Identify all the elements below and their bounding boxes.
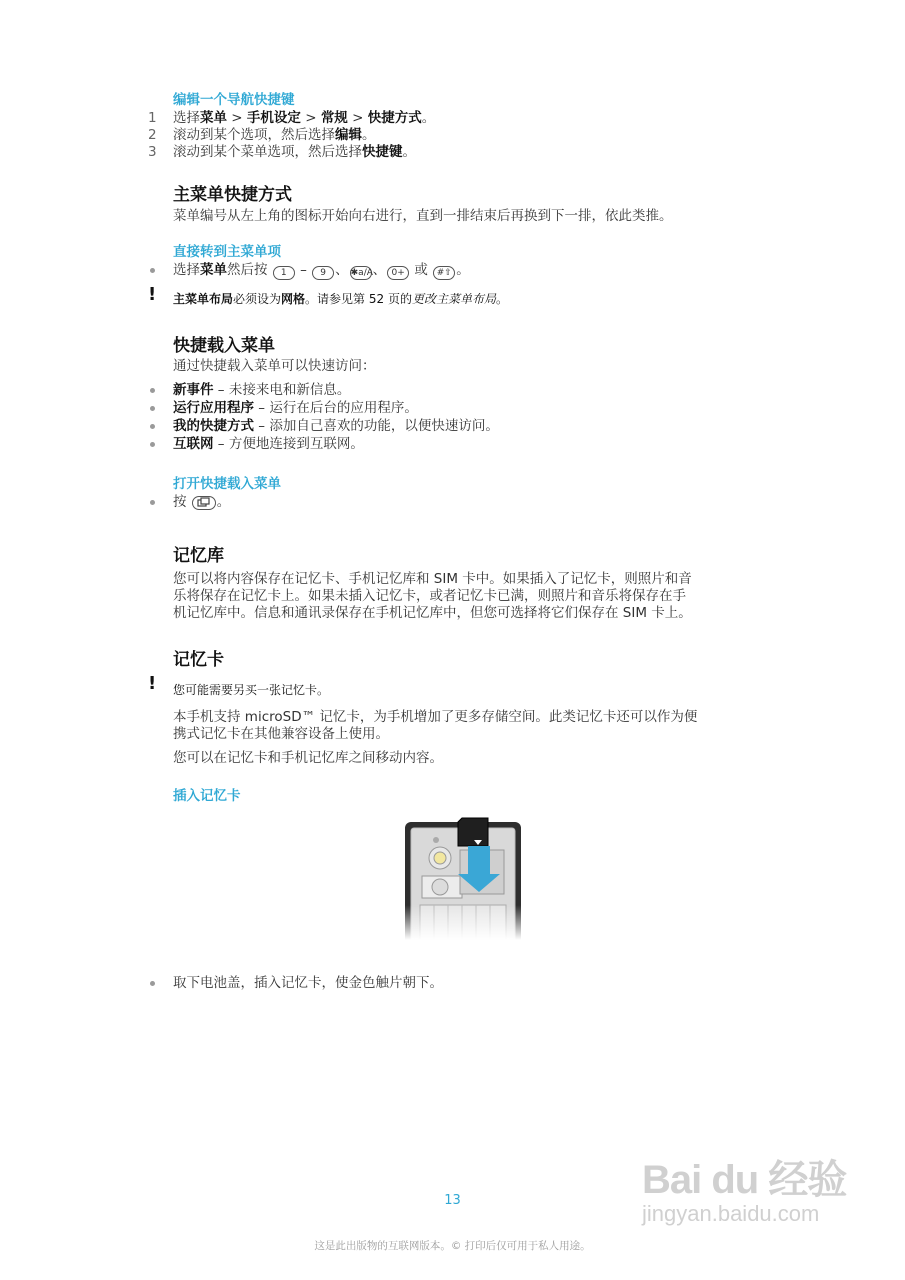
bullet-dot (150, 442, 155, 447)
key-hash-icon: #⇧ (433, 266, 455, 280)
bullet-dot (150, 424, 155, 429)
list-item: 我的快捷方式 – 添加自己喜欢的功能，以便快速访问。 (173, 418, 499, 434)
insert-card-illustration (400, 810, 526, 940)
key-1-icon: 1 (273, 266, 295, 280)
section-heading-nav-shortcut: 编辑一个导航快捷键 (173, 92, 295, 108)
memory-paragraph-line: 机记忆库中。信息和通讯录保存在手机记忆库中，但您可选择将它们保存在 SIM 卡上。 (173, 605, 692, 621)
step-number: 3 (148, 144, 157, 160)
insert-card-bullet: 取下电池盖，插入记忆卡，使金色触片朝下。 (173, 975, 443, 991)
bullet-dot (150, 406, 155, 411)
page-number: 13 (444, 1193, 461, 1208)
step-1-text: 选择菜单 > 手机设定 > 常规 > 快捷方式。 (173, 110, 436, 126)
warning-icon: ! (148, 284, 157, 305)
main-menu-description: 菜单编号从左上角的图标开始向右进行，直到一排结束后再换到下一排，依此类推。 (173, 208, 673, 224)
key-star-icon: ✱a/A (350, 268, 373, 278)
memory-card-paragraph-2: 您可以在记忆卡和手机记忆库之间移动内容。 (173, 750, 443, 766)
memory-card-paragraph-line: 本手机支持 microSD™ 记忆卡，为手机增加了更多存储空间。此类记忆卡还可以作为便 (173, 709, 698, 725)
section-heading-main-menu: 主菜单快捷方式 (173, 185, 292, 205)
footer-notice: 这是此出版物的互联网版本。© 打印后仅可用于私人用途。 (314, 1240, 591, 1252)
section-heading-memory: 记忆库 (173, 546, 224, 566)
bullet-dot (150, 268, 155, 273)
step-number: 2 (148, 127, 157, 143)
subheading-direct-menu: 直接转到主菜单项 (173, 244, 281, 260)
step-3-text: 滚动到某个菜单选项，然后选择快捷键。 (173, 144, 416, 160)
list-item: 互联网 – 方便地连接到互联网。 (173, 436, 364, 452)
activity-key-icon (192, 496, 216, 510)
memory-card-paragraph-line: 携式记忆卡在其他兼容设备上使用。 (173, 726, 389, 742)
layout-note: 主菜单布局必须设为网格。请参见第 52 页的更改主菜单布局。 (173, 292, 508, 306)
key-0-icon: 0+ (387, 266, 409, 280)
bullet-dot (150, 981, 155, 986)
step-2-text: 滚动到某个选项，然后选择编辑。 (173, 127, 376, 143)
memory-paragraph-line: 乐将保存在记忆卡上。如果未插入记忆卡，或者记忆卡已满，则照片和音乐将保存在手 (173, 588, 686, 604)
step-number: 1 (148, 110, 157, 126)
bullet-dot (150, 388, 155, 393)
memory-card-note: 您可能需要另买一张记忆卡。 (173, 683, 330, 697)
key-9-icon: 9 (312, 266, 334, 280)
baidu-watermark: Bai du 经验 jingyan.baidu.com (642, 1158, 847, 1226)
warning-icon: ! (148, 673, 157, 694)
subheading-insert-card: 插入记忆卡 (173, 788, 241, 804)
quick-menu-description: 通过快捷载入菜单可以快速访问： (173, 358, 376, 374)
bullet-dot (150, 500, 155, 505)
quick-menu-bullet: 按 。 (173, 494, 231, 510)
subheading-open-quick-menu: 打开快捷载入菜单 (173, 476, 281, 492)
section-heading-quick-menu: 快捷载入菜单 (173, 336, 275, 356)
main-menu-bullet: 选择菜单然后按 1 – 9 、 ✱a/A、 0+ 或 #⇧ 。 (173, 262, 470, 278)
list-item: 运行应用程序 – 运行在后台的应用程序。 (173, 400, 418, 416)
list-item: 新事件 – 未接来电和新信息。 (173, 382, 351, 398)
section-heading-memory-card: 记忆卡 (173, 650, 224, 670)
memory-paragraph-line: 您可以将内容保存在记忆卡、手机记忆库和 SIM 卡中。如果插入了记忆卡，则照片和音 (173, 571, 692, 587)
